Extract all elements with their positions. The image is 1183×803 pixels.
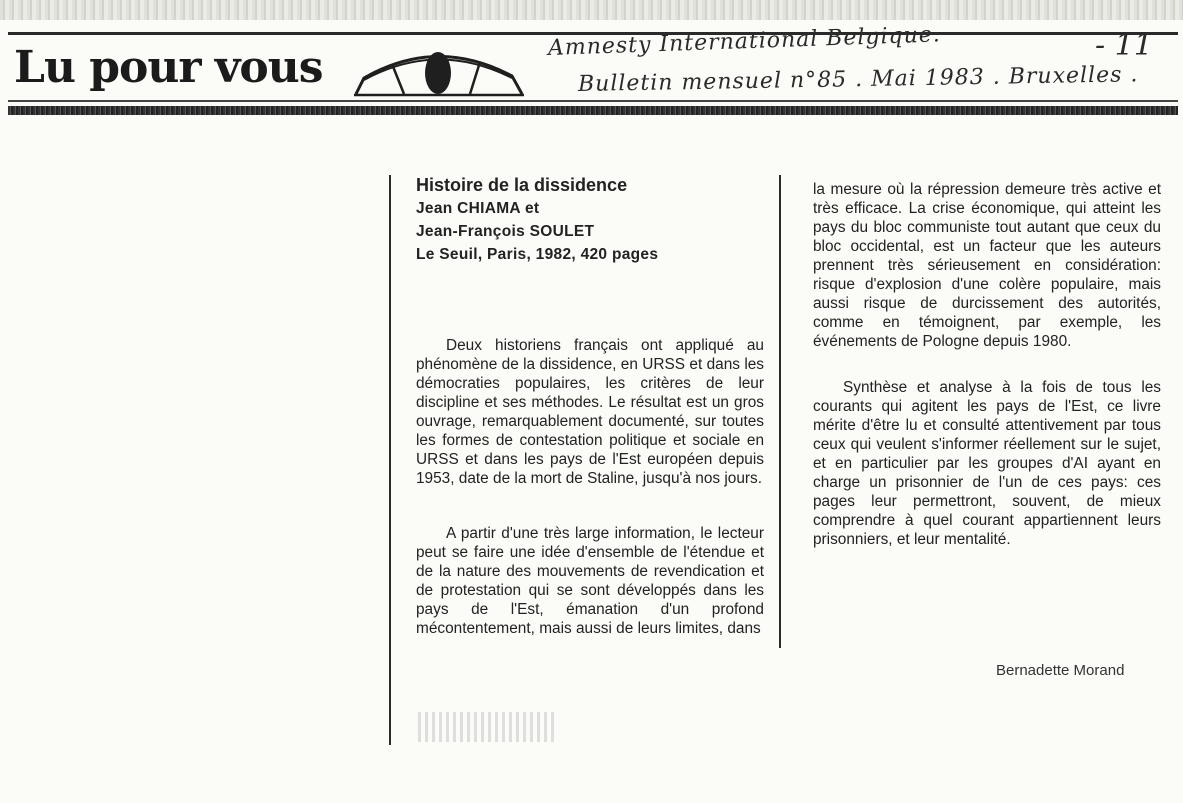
book-authors-line-1: Jean CHIAMA et <box>416 200 540 217</box>
article-column-2 <box>813 180 1161 549</box>
faded-print-artifact <box>418 712 558 742</box>
page-number: - 11 <box>1095 28 1153 63</box>
handwritten-source-line-1: Amnesty International Belgique. <box>547 22 942 61</box>
header-rule-thin <box>8 100 1178 102</box>
review-paragraph: A partir d'une très large information, le lecteur peut se faire une idée d'ensemble de l'étendue et de la nature des mouvements de revendication et de protestation qui se sont développés dans les pays de l'Est, émanation d'un profond mécontentement, mais aussi de leurs limites, dans <box>416 525 764 637</box>
author-signature: Bernadette Morand <box>996 662 1125 679</box>
book-authors-line-2: Jean-François SOULET <box>416 223 595 240</box>
eye-logo-icon <box>352 40 527 102</box>
book-title: Histoire de la dissidence <box>416 175 628 195</box>
header-rule-bottom <box>8 106 1178 115</box>
review-paragraph: Deux historiens français ont appliqué au phénomène de la dissidence, en URSS et dans les démocraties populaires, les critères de leur discipline et ses méthodes. Le résultat est un gros ouvrage, remarquablement documenté, sur toutes les formes de contestation politique et sociale en URSS et dans les pays de l'Est européen depuis 1953, date de la mort de Staline, jusqu'à nos jours. <box>416 337 764 487</box>
book-publisher: Le Seuil, Paris, 1982, 420 pages <box>416 246 659 263</box>
review-paragraph: la mesure où la répression demeure très active et très efficace. La crise économique, qui atteint les pays du bloc communiste tout autant que ceux du bloc occidental, est un facteur que les auteurs prennent très sérieusement en considération: risque d'explosion d'une colère populaire, mais aussi risque de durcissement des autorités, comme en témoignent, par exemple, les événements de Pologne depuis 1980. <box>813 181 1161 350</box>
article-column-1 <box>416 173 764 638</box>
column-divider-left <box>389 175 391 745</box>
masthead-title: Lu pour vous <box>14 42 323 93</box>
handwritten-source-line-2: Bulletin mensuel n°85 . Mai 1983 . Bruxelles . <box>577 62 1139 97</box>
review-paragraph: Synthèse et analyse à la fois de tous les courants qui agitent les pays de l'Est, ce livre mérite d'être lu et consulté attentivement par tous ceux qui veulent s'informer réellement sur le sujet, et en particulier par les groupes d'AI ayant en charge un prisonnier de l'un de ces pays: ces pages leur permettront, souvent, de mieux comprendre à quel courant appartiennent leurs prisonniers, et leur mentalité. <box>813 379 1161 548</box>
scan-top-edge <box>0 0 1183 20</box>
column-divider-middle <box>779 175 781 648</box>
